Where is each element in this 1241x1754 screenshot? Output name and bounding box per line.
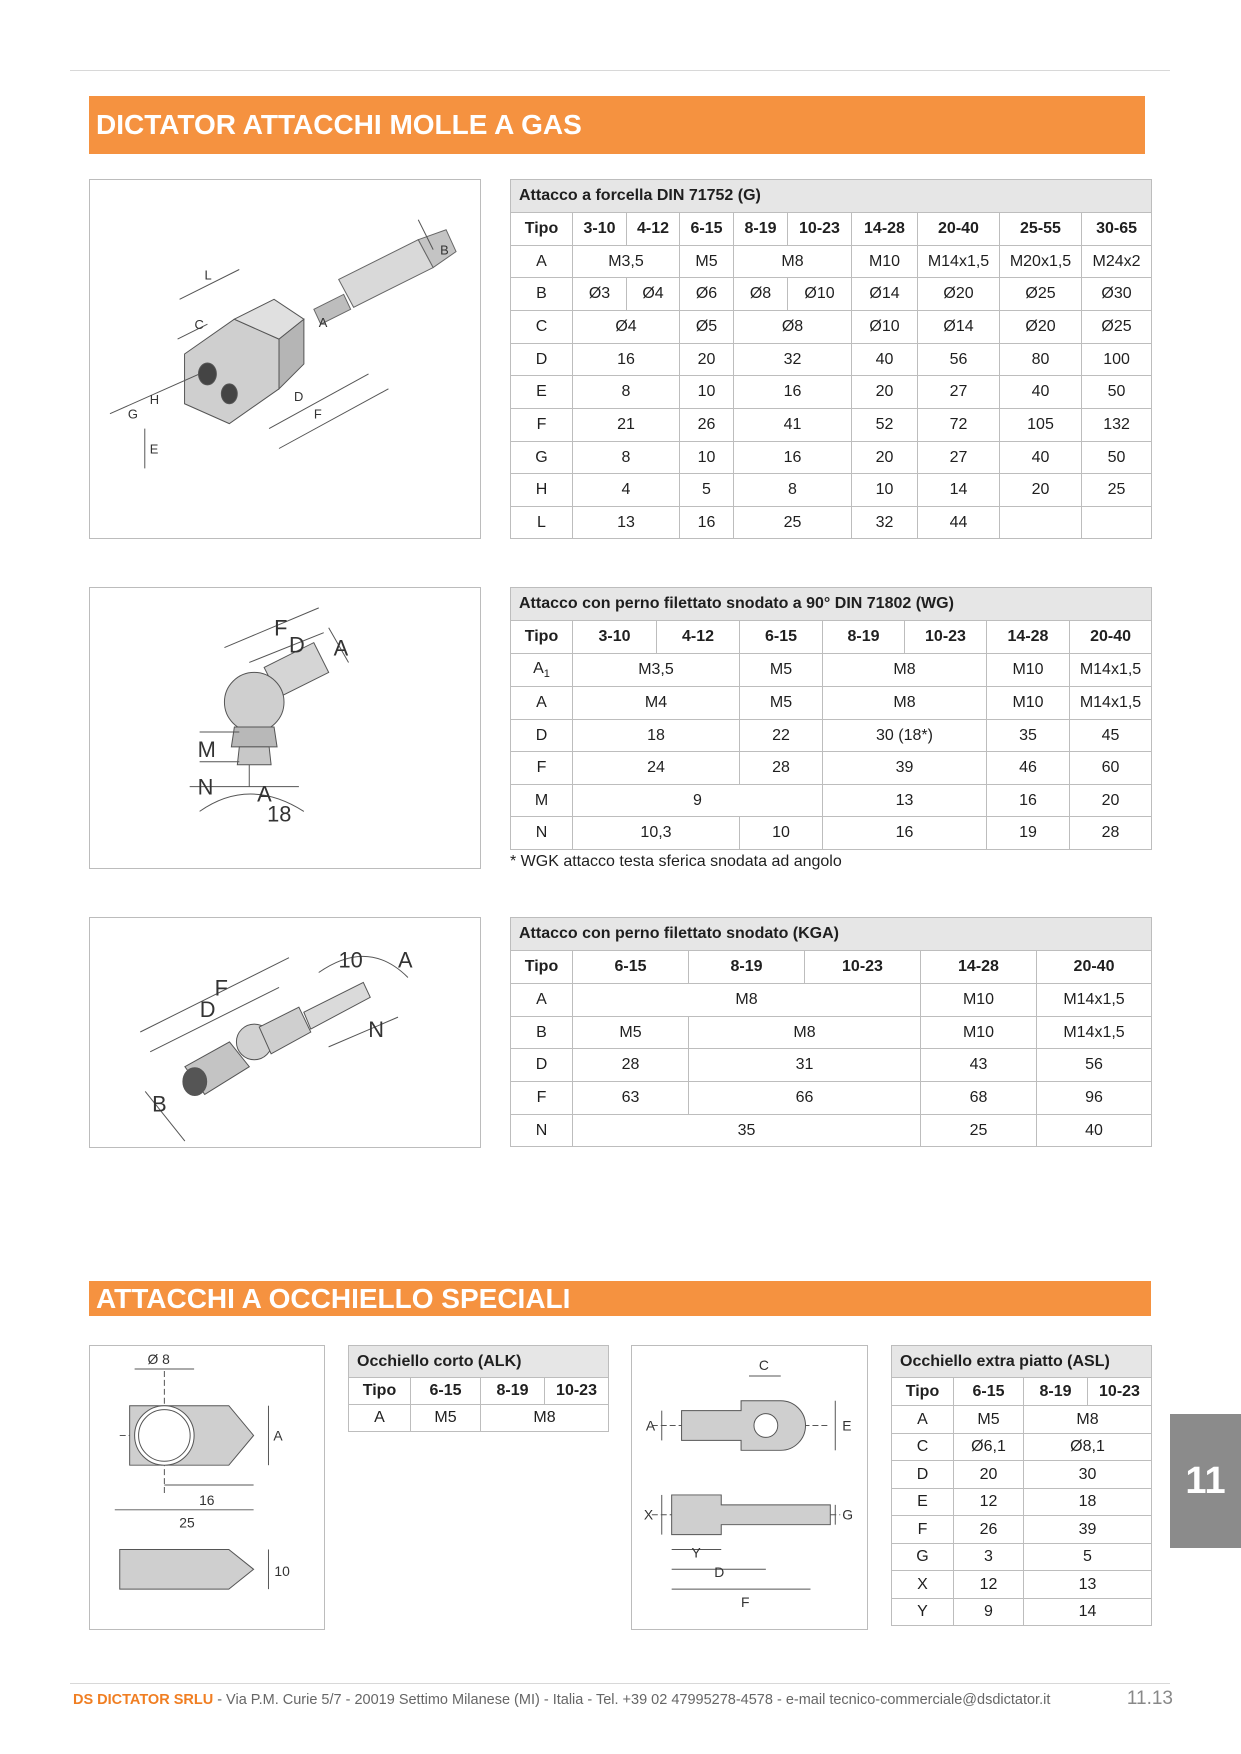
- header-cell: 6-15: [411, 1378, 481, 1405]
- table-title: Occhiello corto (ALK): [349, 1346, 609, 1378]
- table-row: [511, 1082, 1152, 1115]
- table-row: [511, 1115, 1152, 1147]
- dim-label-diameter: Ø 8: [147, 1351, 170, 1368]
- flat-eye-illustration: [632, 1346, 867, 1629]
- dim-label-a: A: [333, 635, 349, 661]
- dim-label-b: B: [152, 1091, 167, 1117]
- cell: 16: [734, 376, 852, 409]
- cell: 5: [1024, 1544, 1152, 1571]
- row-label: F: [511, 409, 573, 442]
- cell: M10: [987, 654, 1070, 687]
- header-cell: 6-15: [573, 951, 689, 984]
- angle-joint-illustration: [90, 588, 480, 868]
- cell: 13: [1024, 1571, 1152, 1599]
- dim-label-f: F: [741, 1593, 750, 1610]
- cell: 8: [573, 442, 680, 474]
- dim-label-e: E: [842, 1417, 852, 1434]
- cell: Ø5: [680, 311, 734, 344]
- table-row: [511, 442, 1152, 474]
- cell: M10: [921, 1017, 1037, 1049]
- cell: Ø10: [852, 311, 918, 344]
- drawing-angle-joint-wg: [89, 587, 481, 869]
- header-cell: 10-23: [805, 951, 921, 984]
- cell: [1000, 507, 1082, 539]
- row-label: D: [511, 1049, 573, 1082]
- cell: 13: [573, 507, 680, 539]
- dim-label-n: N: [197, 774, 214, 800]
- row-label: M: [511, 785, 573, 817]
- footer-address: - Via P.M. Curie 5/7 - 20019 Settimo Milanese (MI) - Italia - Tel. +39 02 47995278-4578 - e-mail tecnico-commerciale@dsdictator.it: [213, 1692, 1051, 1708]
- drawing-flat-eye-asl: [631, 1345, 868, 1630]
- cell: 28: [1070, 817, 1152, 850]
- row-label: A: [349, 1405, 411, 1432]
- table-row: [892, 1406, 1152, 1434]
- cell: M14x1,5: [1037, 984, 1152, 1017]
- row-label: F: [511, 1082, 573, 1115]
- table-row: [511, 246, 1152, 278]
- cell: 9: [954, 1599, 1024, 1626]
- cell: M24x2: [1082, 246, 1152, 278]
- header-cell: 20-40: [918, 213, 1000, 246]
- cell: 20: [852, 376, 918, 409]
- cell: 12: [954, 1571, 1024, 1599]
- cell: 32: [734, 344, 852, 376]
- cell: 8: [573, 376, 680, 409]
- dim-label-10: 10: [274, 1563, 290, 1580]
- dim-label-d: D: [293, 388, 304, 404]
- table-row: [511, 654, 1152, 687]
- row-label: G: [892, 1544, 954, 1571]
- cell: 10: [852, 474, 918, 507]
- table-row: [511, 344, 1152, 376]
- cell: 30: [1024, 1461, 1152, 1489]
- table-row: [511, 507, 1152, 539]
- cell: 132: [1082, 409, 1152, 442]
- cell: 20: [680, 344, 734, 376]
- cell: M4: [573, 687, 740, 720]
- cell: Ø6: [680, 278, 734, 311]
- dim-label-25: 25: [179, 1514, 195, 1531]
- table-row: [511, 376, 1152, 409]
- header-cell: 14-28: [987, 621, 1070, 654]
- header-cell: 8-19: [823, 621, 905, 654]
- cell: 40: [1000, 442, 1082, 474]
- cell: 100: [1082, 344, 1152, 376]
- cell: 66: [689, 1082, 921, 1115]
- header-cell: Tipo: [511, 951, 573, 984]
- cell: 16: [823, 817, 987, 850]
- table-title: Attacco a forcella DIN 71752 (G): [511, 180, 1152, 213]
- table-row: [892, 1599, 1152, 1626]
- cell: 30 (18*): [823, 720, 987, 752]
- table-row: [511, 752, 1152, 785]
- row-label: B: [511, 1017, 573, 1049]
- footer-company: DS DICTATOR SRLU: [73, 1692, 214, 1708]
- cell: M8: [823, 687, 987, 720]
- row-label: N: [511, 1115, 573, 1147]
- table-title: Occhiello extra piatto (ASL): [892, 1346, 1152, 1378]
- chapter-tab: 11: [1170, 1414, 1241, 1548]
- table-angle-joint-wg: [510, 587, 1152, 850]
- dim-label-d: D: [288, 632, 305, 658]
- header-cell: 20-40: [1070, 621, 1152, 654]
- cell: 43: [921, 1049, 1037, 1082]
- table-row: [511, 984, 1152, 1017]
- cell: 32: [852, 507, 918, 539]
- cell: 10: [740, 817, 823, 850]
- table-row: [349, 1405, 609, 1432]
- dim-label-c: C: [758, 1357, 769, 1373]
- header-cell: 4-12: [657, 621, 740, 654]
- header-cell: Tipo: [511, 621, 573, 654]
- dim-label-f: F: [274, 615, 288, 641]
- row-label: L: [511, 507, 573, 539]
- cell: M10: [921, 984, 1037, 1017]
- cell: 16: [734, 442, 852, 474]
- cell: 72: [918, 409, 1000, 442]
- cell: 35: [573, 1115, 921, 1147]
- table-row: [511, 311, 1152, 344]
- cell: 12: [954, 1489, 1024, 1516]
- table-row: [892, 1434, 1152, 1461]
- cell: 16: [680, 507, 734, 539]
- row-label: C: [511, 311, 573, 344]
- cell: 41: [734, 409, 852, 442]
- table-title: Attacco con perno filettato snodato (KGA): [511, 918, 1152, 951]
- dim-label-a: A: [398, 947, 413, 973]
- cell: 21: [573, 409, 680, 442]
- row-label-text: A: [533, 659, 544, 677]
- cell: M5: [740, 687, 823, 720]
- table-fork-clevis-g: [510, 179, 1152, 539]
- cell: Ø25: [1082, 311, 1152, 344]
- cell: 14: [918, 474, 1000, 507]
- header-cell: 14-28: [921, 951, 1037, 984]
- cell: 19: [987, 817, 1070, 850]
- cell: 22: [740, 720, 823, 752]
- cell: 40: [852, 344, 918, 376]
- cell: Ø25: [1000, 278, 1082, 311]
- cell: 56: [918, 344, 1000, 376]
- cell: 4: [573, 474, 680, 507]
- cell: 16: [573, 344, 680, 376]
- cell: Ø4: [627, 278, 680, 311]
- table-row: [892, 1544, 1152, 1571]
- cell: 45: [1070, 720, 1152, 752]
- table-flat-eye-asl: [891, 1345, 1152, 1626]
- row-label: H: [511, 474, 573, 507]
- header-cell: 10-23: [905, 621, 987, 654]
- dim-label-e: E: [149, 441, 159, 457]
- dim-label-g: G: [127, 406, 138, 422]
- dim-label-c: C: [194, 317, 204, 333]
- table-row: [892, 1461, 1152, 1489]
- cell: 63: [573, 1082, 689, 1115]
- header-cell: 6-15: [680, 213, 734, 246]
- cell: Ø14: [852, 278, 918, 311]
- header-cell: 4-12: [627, 213, 680, 246]
- cell: 39: [1024, 1516, 1152, 1544]
- table-row: [511, 409, 1152, 442]
- cell: M14x1,5: [918, 246, 1000, 278]
- row-label: D: [892, 1461, 954, 1489]
- cell: 18: [1024, 1489, 1152, 1516]
- cell: 20: [852, 442, 918, 474]
- cell: 10: [680, 376, 734, 409]
- row-label: B: [511, 278, 573, 311]
- cell: 10,3: [573, 817, 740, 850]
- cell: M8: [481, 1405, 609, 1432]
- table-row: [892, 1489, 1152, 1516]
- cell: 68: [921, 1082, 1037, 1115]
- header-cell: Tipo: [892, 1378, 954, 1406]
- footer: [73, 1688, 1173, 1716]
- short-eye-illustration: [90, 1346, 324, 1629]
- table-short-eye-alk: [348, 1345, 609, 1432]
- header-cell: 10-23: [788, 213, 852, 246]
- cell: 13: [823, 785, 987, 817]
- dim-label-l: L: [204, 267, 212, 283]
- row-label: A: [511, 687, 573, 720]
- cell: 24: [573, 752, 740, 785]
- table-row: [511, 785, 1152, 817]
- cell: M20x1,5: [1000, 246, 1082, 278]
- cell: 20: [954, 1461, 1024, 1489]
- cell: 80: [1000, 344, 1082, 376]
- table-row: [511, 1049, 1152, 1082]
- table-row: [511, 1017, 1152, 1049]
- table-row: [892, 1516, 1152, 1544]
- cell: 18: [573, 720, 740, 752]
- header-cell: 8-19: [1024, 1378, 1088, 1406]
- cell: 3: [954, 1544, 1024, 1571]
- cell: 20: [1000, 474, 1082, 507]
- header-cell: 10-23: [545, 1378, 609, 1405]
- header-cell: 8-19: [734, 213, 788, 246]
- cell: M8: [1024, 1406, 1152, 1434]
- row-label: E: [892, 1489, 954, 1516]
- row-label: D: [511, 344, 573, 376]
- row-label: A: [511, 246, 573, 278]
- header-cell: 10-23: [1088, 1378, 1152, 1406]
- cell: Ø8: [734, 311, 852, 344]
- table-note: * WGK attacco testa sferica snodata ad angolo: [510, 853, 842, 870]
- dim-label-a: A: [318, 315, 328, 331]
- drawing-fork-clevis: [89, 179, 481, 539]
- fork-clevis-illustration: [90, 180, 480, 538]
- cell: 44: [918, 507, 1000, 539]
- header-cell: Tipo: [511, 213, 573, 246]
- row-label: [511, 654, 573, 687]
- dim-label-g: G: [842, 1506, 854, 1523]
- dim-label-n: N: [368, 1016, 385, 1042]
- cell: 14: [1024, 1599, 1152, 1626]
- header-cell: 25-55: [1000, 213, 1082, 246]
- table-ball-joint-kga: [510, 917, 1152, 1147]
- cell: 46: [987, 752, 1070, 785]
- dim-label-f: F: [214, 975, 228, 1001]
- dim-label-x: X: [643, 1506, 654, 1523]
- cell: 28: [740, 752, 823, 785]
- cell: M5: [740, 654, 823, 687]
- dim-label-a: A: [273, 1427, 283, 1444]
- cell: M10: [987, 687, 1070, 720]
- row-label: D: [511, 720, 573, 752]
- cell: 40: [1037, 1115, 1152, 1147]
- cell: 27: [918, 376, 1000, 409]
- cell: 25: [921, 1115, 1037, 1147]
- cell: 8: [734, 474, 852, 507]
- page-number: 11.13: [1126, 1688, 1173, 1709]
- cell: 10: [680, 442, 734, 474]
- cell: Ø20: [1000, 311, 1082, 344]
- header-cell: 14-28: [852, 213, 918, 246]
- header-cell: 3-10: [573, 621, 657, 654]
- cell: M14x1,5: [1070, 654, 1152, 687]
- cell: Ø8,1: [1024, 1434, 1152, 1461]
- cell: 39: [823, 752, 987, 785]
- cell: Ø14: [918, 311, 1000, 344]
- table-row: [511, 720, 1152, 752]
- cell: M5: [573, 1017, 689, 1049]
- cell: M10: [852, 246, 918, 278]
- bottom-rule: [70, 1683, 1170, 1684]
- cell: M8: [823, 654, 987, 687]
- cell: Ø8: [734, 278, 788, 311]
- dim-label-d: D: [714, 1564, 725, 1581]
- cell: 96: [1037, 1082, 1152, 1115]
- cell: M8: [734, 246, 852, 278]
- dim-label-a: A: [645, 1417, 656, 1434]
- header-cell: Tipo: [349, 1378, 411, 1405]
- cell: 28: [573, 1049, 689, 1082]
- cell: Ø6,1: [954, 1434, 1024, 1461]
- row-label: E: [511, 376, 573, 409]
- dim-label-angle: 18: [267, 801, 292, 827]
- row-label-subscript: 1: [543, 668, 550, 681]
- cell: 52: [852, 409, 918, 442]
- cell: 105: [1000, 409, 1082, 442]
- table-row: [511, 278, 1152, 311]
- row-label: C: [892, 1434, 954, 1461]
- section-banner-gas-springs: DICTATOR ATTACCHI MOLLE A GAS: [89, 96, 1145, 154]
- header-cell: 8-19: [689, 951, 805, 984]
- row-label: X: [892, 1571, 954, 1599]
- table-title: Attacco con perno filettato snodato a 90° DIN 71802 (WG): [511, 588, 1152, 621]
- cell: 60: [1070, 752, 1152, 785]
- header-cell: 6-15: [954, 1378, 1024, 1406]
- header-cell: 30-65: [1082, 213, 1152, 246]
- row-label: G: [511, 442, 573, 474]
- cell: M5: [954, 1406, 1024, 1434]
- row-label: A: [892, 1406, 954, 1434]
- cell: [1082, 507, 1152, 539]
- table-row: [511, 474, 1152, 507]
- cell: Ø10: [788, 278, 852, 311]
- cell: M5: [680, 246, 734, 278]
- cell: M14x1,5: [1037, 1017, 1152, 1049]
- cell: 20: [1070, 785, 1152, 817]
- dim-label-m: M: [197, 736, 216, 762]
- drawing-ball-joint-kga: [89, 917, 481, 1148]
- cell: 31: [689, 1049, 921, 1082]
- row-label: F: [892, 1516, 954, 1544]
- cell: M8: [573, 984, 921, 1017]
- dim-label-f: F: [313, 406, 322, 422]
- cell: Ø20: [918, 278, 1000, 311]
- header-cell: 3-10: [573, 213, 627, 246]
- section-banner-special-eyes: ATTACCHI A OCCHIELLO SPECIALI: [89, 1281, 1151, 1316]
- cell: 35: [987, 720, 1070, 752]
- cell: M3,5: [573, 654, 740, 687]
- cell: 26: [954, 1516, 1024, 1544]
- dim-label-a-lower: A: [257, 781, 272, 807]
- cell: Ø3: [573, 278, 627, 311]
- ball-joint-illustration: [90, 918, 480, 1147]
- header-cell: 8-19: [481, 1378, 545, 1405]
- cell: Ø30: [1082, 278, 1152, 311]
- cell: 50: [1082, 376, 1152, 409]
- row-label: A: [511, 984, 573, 1017]
- cell: 5: [680, 474, 734, 507]
- table-row: [892, 1571, 1152, 1599]
- dim-label-y: Y: [691, 1544, 701, 1561]
- dim-label-b: B: [440, 242, 449, 258]
- cell: 25: [734, 507, 852, 539]
- drawing-short-eye-alk: [89, 1345, 325, 1630]
- table-row: [511, 687, 1152, 720]
- row-label: N: [511, 817, 573, 850]
- cell: Ø4: [573, 311, 680, 344]
- dim-label-16: 16: [199, 1491, 215, 1508]
- cell: 25: [1082, 474, 1152, 507]
- dim-label-10: 10: [338, 947, 363, 973]
- row-label: F: [511, 752, 573, 785]
- dim-label-h: H: [149, 391, 160, 407]
- cell: 56: [1037, 1049, 1152, 1082]
- cell: M5: [411, 1405, 481, 1432]
- top-rule: [70, 70, 1170, 71]
- cell: M14x1,5: [1070, 687, 1152, 720]
- row-label: Y: [892, 1599, 954, 1626]
- table-row: [511, 817, 1152, 850]
- header-cell: 20-40: [1037, 951, 1152, 984]
- cell: 16: [987, 785, 1070, 817]
- cell: 9: [573, 785, 823, 817]
- cell: 40: [1000, 376, 1082, 409]
- header-cell: 6-15: [740, 621, 823, 654]
- cell: 50: [1082, 442, 1152, 474]
- cell: M3,5: [573, 246, 680, 278]
- cell: 27: [918, 442, 1000, 474]
- cell: 26: [680, 409, 734, 442]
- cell: M8: [689, 1017, 921, 1049]
- dim-label-d: D: [199, 997, 216, 1023]
